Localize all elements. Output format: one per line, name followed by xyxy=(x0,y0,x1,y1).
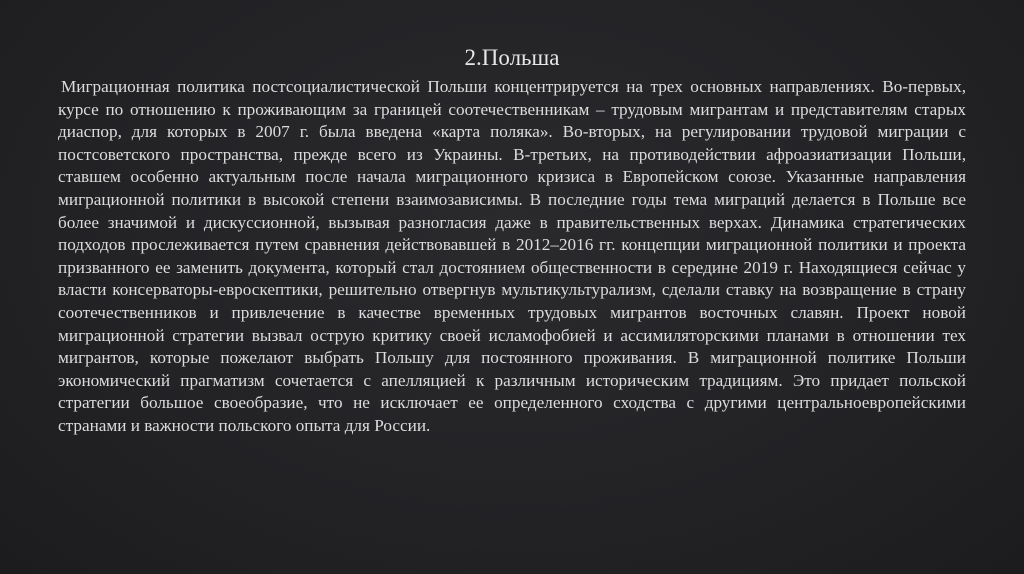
slide-body-text: Миграционная политика постсоциалистической Польши концентрируется на трех основных направлениях. Во-первых, курсе по отношению к проживающим за границей соотечественникам – трудовым мигрантам и представителям старых диаспор, для которых в 2007 г. была введена «карта поляка». Во-вторых, на регулировании трудовой миграции с постсоветского пространства, прежде всего из Украины. В-третьих, на противодействии афроазиатизации Польши, ставшем особенно актуальным после начала миграционного кризиса в Европейском союзе. Указанные направления миграционной политики в высокой степени взаимозависимы. В последние годы тема миграций делается в Польше все более значимой и дискуссионной, вызывая разногласия даже в правительственных верхах. Динамика стратегических подходов прослеживается путем сравнения действовавшей в 2012–2016 гг. концепции миграционной политики и проекта призванного ее заменить документа, который стал достоянием общественности в середине 2019 г. Находящиеся сейчас у власти консерваторы-евроскептики, решительно отвергнув мультикультурализм, сделали ставку на возвращение в страну соотечественников и привлечение в качестве временных трудовых мигрантов восточных славян. Проект новой миграционной стратегии вызвал острую критику своей исламофобией и ассимиляторскими планами в отношении тех мигрантов, которые пожелают выбрать Польшу для постоянного проживания. В миграционной политике Польши экономический прагматизм сочетается с апелляцией к различным историческим традициям. Это придает польской стратегии большое своеобразие, что не исключает ее определенного сходства с другими центральноевропейскими странами и важности польского опыта для России. xyxy=(58,77,966,435)
slide-title: 2.Польша xyxy=(464,45,560,70)
